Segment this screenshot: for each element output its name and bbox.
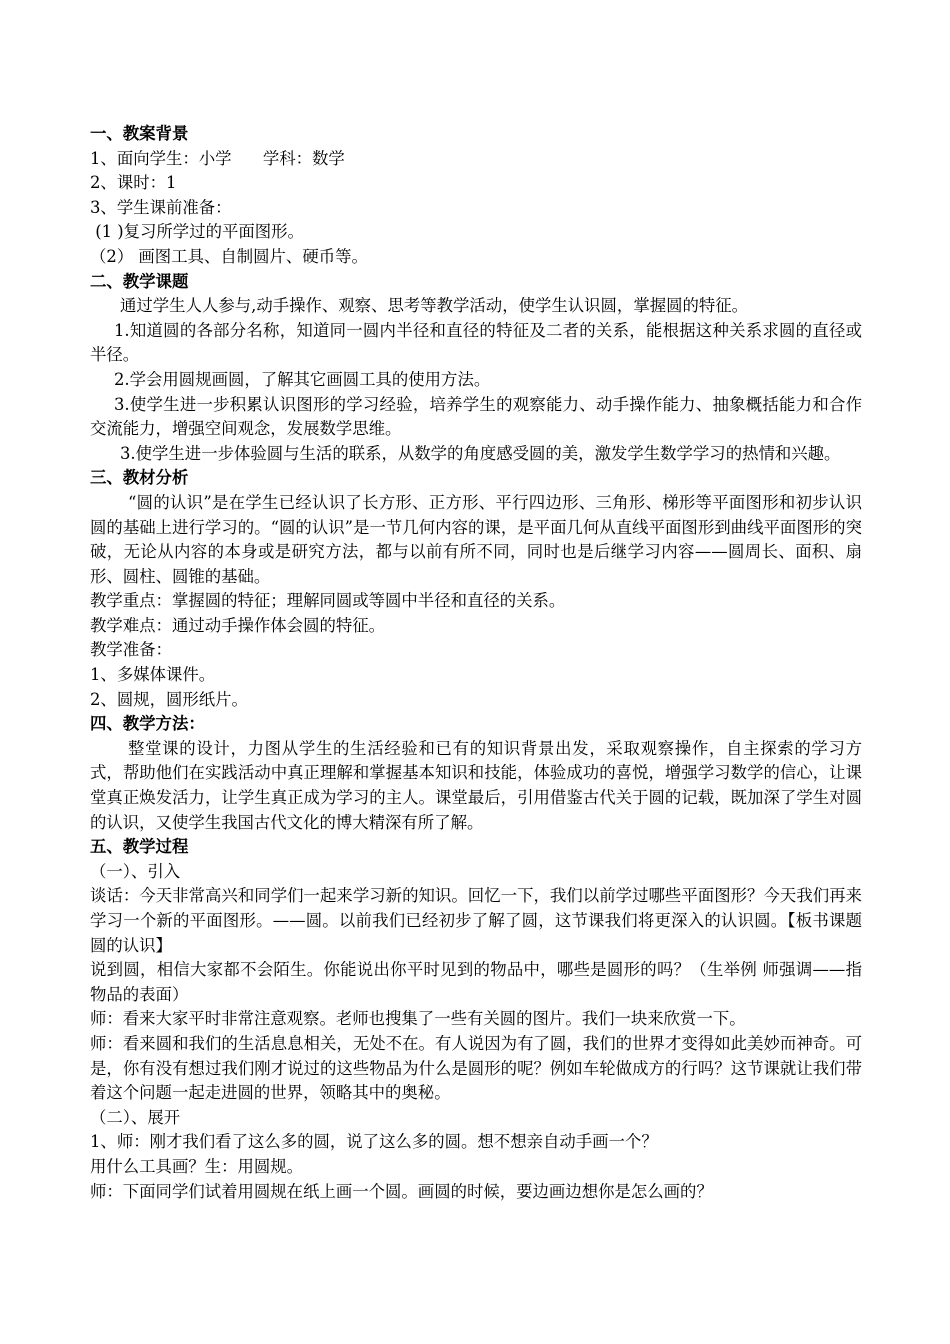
section-heading-analysis: 三、教材分析 xyxy=(90,468,189,488)
paragraph xyxy=(90,442,862,467)
paragraph-text: 3.使学生进一步体验圆与生活的联系，从数学的角度感受圆的美，激发学生数学学习的热情和兴趣。 xyxy=(120,443,841,463)
paragraph-text: 说到圆，相信大家都不会陌生。你能说出你平时见到的物品中，哪些是圆形的吗？（生举例 师强调——指物品的表面） xyxy=(90,960,862,1004)
document-page xyxy=(90,122,862,1204)
paragraph-text: 整堂课的设计，力图从学生的生活经验和已有的知识背景出发，采取观察操作，自主探索的学习方式，帮助他们在实践活动中真正理解和掌握基本知识和技能，体验成功的喜悦，增强学习数学的信心，让课堂真正焕发活力，让学生真正成为学习的主人。课堂最后，引用借鉴古代关于圆的记载，既加深了学生对圆的认识，又使学生我国古代文化的博大精深有所了解。 xyxy=(90,738,862,832)
subheading: （一）、引入 xyxy=(90,861,181,881)
paragraph xyxy=(90,958,862,1007)
text-line: 1、师：刚才我们看了这么多的圆，说了这么多的圆。想不想亲自动手画一个？ xyxy=(90,1132,658,1152)
paragraph xyxy=(90,491,862,589)
paragraph xyxy=(90,393,862,442)
section-heading-method: 四、教学方法： xyxy=(90,714,205,734)
text-line: 师：下面同学们试着用圆规在纸上画一个圆。画圆的时候，要边画边想你是怎么画的？ xyxy=(90,1181,713,1201)
paragraph: 2.学会用圆规画圆，了解其它画圆工具的使用方法。 xyxy=(114,369,491,389)
text-line: 教学重点：掌握圆的特征；理解同圆或等圆中半径和直径的关系。 xyxy=(90,591,566,611)
paragraph: 通过学生人人参与,动手操作、观察、思考等教学活动，使学生认识圆，掌握圆的特征。 xyxy=(120,296,749,316)
text-line: (1 )复习所学过的平面图形。 xyxy=(90,222,304,242)
paragraph-text: 谈话：今天非常高兴和同学们一起来学习新的知识。回忆一下，我们以前学过哪些平面图形？今天我们再来学习一个新的平面图形。——圆。以前我们已经初步了解了圆，这节课我们将更深入的认识圆。【板书课题圆的认识】 xyxy=(90,886,862,955)
paragraph xyxy=(90,1032,862,1106)
text-line: 2、课时：1 xyxy=(90,173,177,193)
section-heading-process: 五、教学过程 xyxy=(90,837,189,857)
section-heading-topic: 二、教学课题 xyxy=(90,271,189,291)
paragraph xyxy=(90,884,862,958)
subheading: （二）、展开 xyxy=(90,1107,181,1127)
text-line: 1、多媒体课件。 xyxy=(90,665,216,685)
text-line: 2、圆规，圆形纸片。 xyxy=(90,689,248,709)
question-text: 用什么工具画？生： xyxy=(90,1156,238,1176)
paragraph-text: 1.知道圆的各部分名称，知道同一圆内半径和直径的特征及二者的关系，能根据这种关系求圆的直径或半径。 xyxy=(90,320,862,365)
section-heading-background: 一、教案背景 xyxy=(90,124,189,143)
paragraph xyxy=(90,737,862,835)
text-line: 3、学生课前准备： xyxy=(90,197,232,217)
text-line: （2） 画图工具、自制圆片、硬币等。 xyxy=(90,246,368,266)
paragraph-text: “圆的认识”是在学生已经认识了长方形、正方形、平行四边形、三角形、梯形等平面图形和初步认识圆的基础上进行学习的。“圆的认识”是一节几何内容的课，是平面几何从直线平面图形到曲线平面图形的突破，无论从内容的本身或是研究方法，都与以前有所不同，同时也是后继学习内容——圆周长、面积、扇形、圆柱、圆锥的基础。 xyxy=(90,492,862,586)
text-line: 教学难点：通过动手操作体会圆的特征。 xyxy=(90,615,386,635)
paragraph-text: 师：看来圆和我们的生活息息相关，无处不在。有人说因为有了圆，我们的世界才变得如此美妙而神奇。可是，你有没有想过我们刚才说过的这些物品为什么是圆形的呢？例如车轮做成方的行吗？这节课就让我们带着这个问题一起走进圆的世界，领略其中的奥秘。 xyxy=(90,1033,862,1103)
text-line xyxy=(90,1155,862,1180)
text-line: 1、面向学生：小学 学科：数学 xyxy=(90,148,345,168)
text-line: 师：看来大家平时非常注意观察。老师也搜集了一些有关圆的图片。我们一块来欣赏一下。 xyxy=(90,1009,746,1029)
text-line: 教学准备： xyxy=(90,640,172,660)
answer-text: 用圆规。 xyxy=(237,1156,304,1176)
paragraph-text: 3.使学生进一步积累认识图形的学习经验，培养学生的观察能力、动手操作能力、抽象概括能力和合作交流能力，增强空间观念，发展数学思维。 xyxy=(90,394,862,439)
paragraph xyxy=(90,319,862,368)
